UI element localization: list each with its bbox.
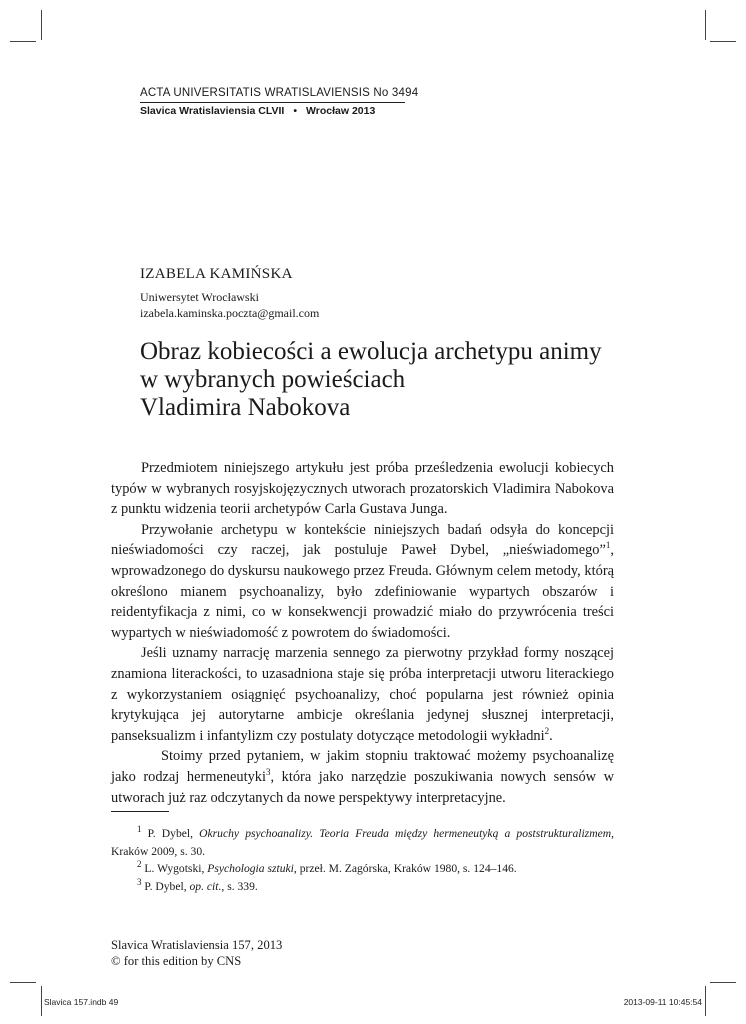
paragraph-text: Stoimy przed pytaniem, w jakim stopniu traktować możemy psychoanalizę jako rodzaj hermeneutyki [111,748,614,785]
footnote-text: L. Wygotski, [144,862,208,875]
header-rule [140,102,405,103]
body-paragraph [111,643,614,746]
footnote-number: 3 [137,876,142,887]
footnote [111,825,614,860]
footer-copyright: © for this edition by CNS [111,954,242,968]
paragraph-text: , która jako narzędzie poszukiwania nowych sensów w utworach już raz odczytanych da nowe perspektywy interpretacyjne. [111,768,614,806]
footnote-number: 1 [137,824,142,835]
crop-mark [41,986,42,1016]
footnote-text: P. Dybel, [147,827,200,840]
body-paragraph [111,746,614,808]
footnote-rule [111,811,169,812]
footnote-text: , s. 339. [221,879,258,893]
footnote [111,860,614,878]
body-paragraph: Przedmiotem niniejszego artykułu jest próba prześledzenia ewolucji kobiecych typów w wybranych rosyjskojęzycznych utworach prozatorskich Vladimira Nabokova z punktu widzenia teorii archetypów Carla Gustava Junga. [111,460,614,518]
footer-journal: Slavica Wratislaviensia 157, 2013 [111,938,283,952]
author-email: izabela.kaminska.poczta@gmail.com [140,306,320,320]
crop-mark [710,982,736,983]
footnote-text: P. Dybel, [144,879,190,893]
paragraph-text: Przywołanie archetypu w kontekście niniejszych badań odsyła do koncepcji nieświadomości czy raczej, jak postuluje Paweł Dybel, „nieświadomego” [111,521,614,559]
author-name: IZABELA KAMIŃSKA [140,266,293,282]
bullet-separator: • [293,105,298,117]
paragraph-text: , wprowadzonego do dyskursu naukowego przez Freuda. Głównym celem metody, którą określono mianem psychoanalizy, było zdefiniowanie wypartych obszarów i reidentyfikacja z nimi, co w konsekwencji prowadzić miało do przywrócenia treści wypartych w nieświadomość z powrotem do świadomości. [111,542,614,641]
title-line: Vladimira Nabokova [140,394,351,421]
footnote-text: , Kraków 2009, s. 30. [111,827,614,858]
author-affiliation: Uniwersytet Wrocławski [140,290,259,304]
article-body [111,458,614,808]
slug-timestamp: 2013-09-11 10:45:54 [623,997,702,1007]
page-footer [111,937,282,969]
title-line: w wybranych powieściach [140,366,406,393]
footnotes [111,825,614,895]
footnote-ref: 1 [605,540,611,551]
footnote-title: Okruchy psychoanalizy. Teoria Freuda między hermeneutyką a poststrukturalizmem [199,827,612,840]
footnote [111,878,614,896]
crop-mark [10,982,36,983]
paragraph-text: Jeśli uznamy narrację marzenia sennego za pierwotny przykład formy noszącej znamiona literackości, to uzasadniona staje się próba interpretacji utworu literackiego z wykorzystaniem osiągnięć psychoanalizy, choć popularna jest również opinia krytykująca jej autorytarne ambicje określania jedynej słusznej interpretacji, panseksualizm i infantylizm czy postulaty dotyczące metodologii wykładni [111,645,614,744]
footnote-title: Psychologia sztuki [207,862,294,875]
crop-mark [705,986,706,1016]
series-header [140,105,375,117]
footnote-title: op. cit. [189,879,222,893]
paragraph-text: . [549,727,553,744]
place-year: Wrocław 2013 [306,105,376,117]
footnote-number: 2 [137,859,142,870]
series-name: Slavica Wratislaviensia CLVII [140,105,285,117]
crop-mark [41,10,42,40]
crop-mark [10,41,36,42]
journal-header: ACTA UNIVERSITATIS WRATISLAVIENSIS No 3494 [140,87,419,99]
crop-mark [710,41,736,42]
article-title [140,338,630,422]
footnote-text: , przeł. M. Zagórska, Kraków 1980, s. 124–146. [293,862,517,875]
title-line: Obraz kobiecości a ewolucja archetypu animy [140,338,602,365]
footnote-ref: 3 [266,767,271,778]
slug-filename: Slavica 157.indb 49 [44,997,119,1007]
author-affiliation-block [140,289,319,321]
footnote-ref: 2 [544,725,550,736]
crop-mark [705,10,706,40]
body-paragraph [111,520,614,644]
